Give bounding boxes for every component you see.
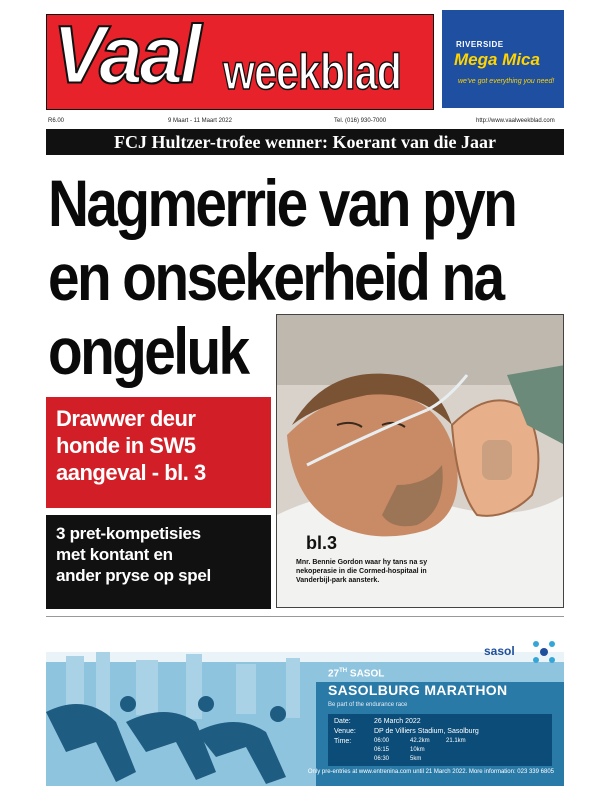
marathon-edition — [328, 668, 384, 679]
edition-sup: TH — [339, 668, 348, 674]
story-red-line-3: aangeval - bl. 3 — [56, 460, 206, 485]
dist-2: 10km — [410, 747, 425, 753]
edition-number: 27 — [328, 668, 340, 680]
venue-label: Venue: — [334, 728, 356, 735]
riverside-ad[interactable] — [442, 10, 564, 108]
photo-page-ref: bl.3 — [306, 533, 338, 553]
headline-line-3: ongeluk — [48, 314, 248, 388]
story-black-line-2: met kontant en — [56, 545, 173, 564]
phone-number: Tel. (016) 930-7000 — [334, 118, 387, 124]
headline-line-2: en onsekerheid na — [48, 240, 503, 314]
venue-value: DP de Villiers Stadium, Sasolburg — [374, 728, 479, 735]
sasol-molecule-icon — [532, 640, 556, 664]
dist-3: 5km — [410, 756, 422, 762]
price: R6.00 — [48, 118, 65, 124]
sasol-logo: sasol — [484, 644, 515, 658]
time-2: 06:15 — [374, 747, 390, 753]
dist-1: 42.2km — [410, 738, 430, 744]
story-box-red[interactable] — [46, 397, 271, 508]
time-1: 06:00 — [374, 738, 390, 744]
divider — [46, 616, 564, 617]
issue-dates: 9 Maart - 11 Maart 2022 — [168, 118, 232, 124]
time-3: 06:30 — [374, 756, 390, 762]
award-bar: FCJ Hultzer-trofee wenner: Koerant van die Jaar — [46, 129, 564, 155]
marathon-details — [328, 714, 552, 766]
marathon-footer: Only pre-entries at www.entrenina.com until 21 March 2022. More information: 023 339 6805 — [307, 769, 554, 775]
masthead — [46, 14, 434, 110]
dist-1b: 21.1km — [446, 738, 466, 744]
story-red-line-2: honde in SW5 — [56, 433, 196, 458]
ad-riverside-label: RIVERSIDE — [456, 40, 504, 49]
marathon-subtitle: Be part of the endurance race — [328, 702, 408, 708]
edition-brand: SASOL — [349, 668, 385, 680]
story-black-line-3: ander pryse op spel — [56, 566, 211, 585]
story-black-line-1: 3 pret-kompetisies — [56, 524, 201, 543]
story-red-line-1: Drawwer deur — [56, 406, 196, 431]
date-value: 26 March 2022 — [374, 718, 421, 725]
headline-line-1: Nagmerrie van pyn — [48, 166, 516, 240]
ad-slogan: we've got everything you need! — [458, 78, 555, 85]
photo-caption: Mnr. Bennie Gordon waar hy tans na sy nekoperasie in die Cormed-hospitaal in Vanderbijl-park aansterk. — [296, 559, 428, 584]
date-label: Date: — [334, 718, 351, 725]
time-label: Time: — [334, 738, 352, 745]
story-box-black[interactable] — [46, 515, 271, 609]
masthead-vaal: Vaal — [53, 14, 199, 101]
website-link[interactable]: http://www.vaalweekblad.com — [476, 118, 555, 124]
ad-megamica-label: Mega Mica — [454, 50, 540, 69]
marathon-title: SASOLBURG MARATHON — [328, 682, 508, 698]
masthead-weekblad: weekblad — [223, 44, 402, 100]
